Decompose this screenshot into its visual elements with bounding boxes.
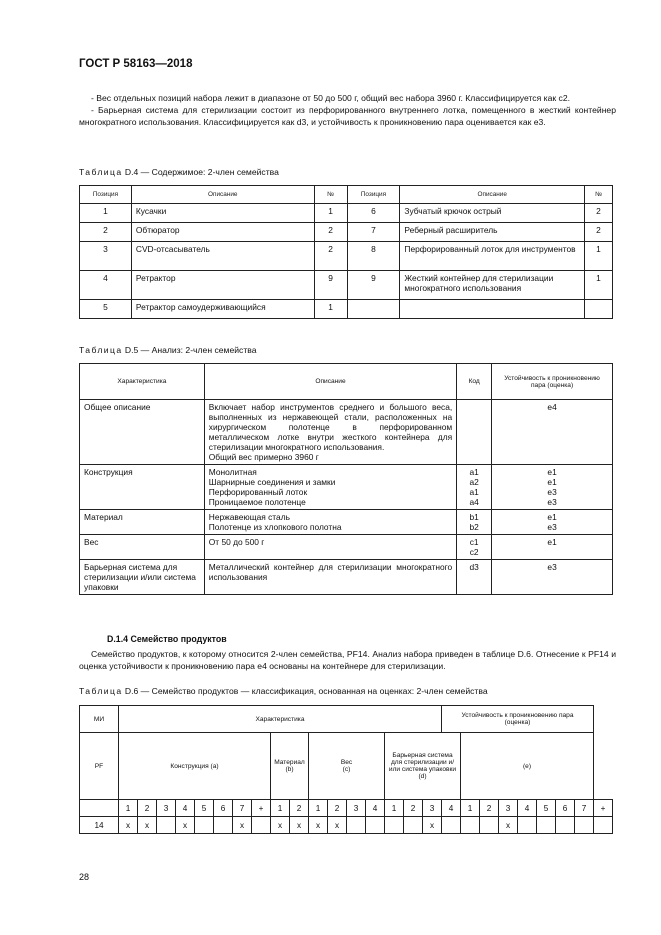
table-cell: е4 xyxy=(492,400,613,465)
column-number: 1 xyxy=(385,800,404,817)
table-cell: 1 xyxy=(585,242,613,271)
table6-number-row xyxy=(80,800,613,817)
table6-subheader-row xyxy=(80,733,613,800)
mark-cell: х xyxy=(328,817,347,834)
col-header: Позиция xyxy=(347,186,400,204)
table-cell: с1 с2 xyxy=(457,535,492,560)
table-cell: 6 xyxy=(347,204,400,223)
mark-cell: х xyxy=(499,817,518,834)
table-cell: Обтюратор xyxy=(131,223,314,242)
table-cell: 2 xyxy=(314,223,347,242)
column-number: 5 xyxy=(195,800,214,817)
table5-caption: Таблица D.5 — Анализ: 2-член семейства xyxy=(79,345,257,355)
weight-header: Вес (с) xyxy=(309,733,385,800)
table-cell xyxy=(585,300,613,319)
mark-cell xyxy=(537,817,556,834)
table-cell: Общее описание xyxy=(80,400,205,465)
table4 xyxy=(79,185,613,319)
table4-caption: Таблица D.4 — Содержимое: 2-член семейства xyxy=(79,167,279,177)
mark-cell xyxy=(461,817,480,834)
table-row xyxy=(80,204,613,223)
table-cell: От 50 до 500 г xyxy=(204,535,456,560)
section-title: D.1.4 Семейство продуктов xyxy=(107,634,227,644)
table6 xyxy=(79,705,613,834)
mark-cell xyxy=(442,817,461,834)
table-row xyxy=(80,400,613,465)
mark-cell xyxy=(404,817,423,834)
mark-cell xyxy=(385,817,404,834)
table-cell: 2 xyxy=(80,223,132,242)
resistance-header: Устойчивость к проникновению пара (оценка) xyxy=(442,706,594,733)
table-cell: 4 xyxy=(80,271,132,300)
table-cell: b1 b2 xyxy=(457,510,492,535)
table-row xyxy=(80,223,613,242)
mark-cell xyxy=(195,817,214,834)
table-row xyxy=(80,535,613,560)
mark-cell xyxy=(556,817,575,834)
page-number: 28 xyxy=(79,872,90,882)
mark-cell: х xyxy=(176,817,195,834)
table-cell: Барьерная система для стерилизации и/или система упаковки xyxy=(80,560,205,595)
col-header: Устойчивость к проникновению пара (оценка) xyxy=(492,364,613,400)
table-cell: 9 xyxy=(347,271,400,300)
column-number: 4 xyxy=(518,800,537,817)
column-number: 7 xyxy=(575,800,594,817)
mark-cell xyxy=(157,817,176,834)
table-cell: Ретрактор xyxy=(131,271,314,300)
column-number: 5 xyxy=(537,800,556,817)
column-number: 1 xyxy=(119,800,138,817)
mark-cell: х xyxy=(271,817,290,834)
table-cell: 2 xyxy=(314,242,347,271)
column-number: 3 xyxy=(157,800,176,817)
table-row xyxy=(80,242,613,271)
table-row xyxy=(80,817,613,834)
column-number: + xyxy=(594,800,613,817)
column-number: 4 xyxy=(366,800,385,817)
material-header: Материал (b) xyxy=(271,733,309,800)
table6-header-row xyxy=(80,706,613,733)
table-cell: Ретрактор самоудерживающийся xyxy=(131,300,314,319)
e-header: (е) xyxy=(461,733,594,800)
table-cell: 5 xyxy=(80,300,132,319)
table-cell: Включает набор инструментов среднего и большого веса, выполненных из нержавеющей стали, расположенных на хирургическом полотенце в перфорированном металлическом лотке внутри жесткого контейнера для стерилизации многократного использования. Общий вес примерно 3960 г xyxy=(204,400,456,465)
mark-cell xyxy=(366,817,385,834)
column-number: 6 xyxy=(214,800,233,817)
table-cell xyxy=(347,300,400,319)
table-cell: е1 xyxy=(492,535,613,560)
mark-cell xyxy=(480,817,499,834)
table-cell: Монолитная Шарнирные соединения и замки Перфорированный лоток Проницаемое полотенце xyxy=(204,465,456,510)
table-cell: Нержавеющая сталь Полотенце из хлопкового полотна xyxy=(204,510,456,535)
table-cell: 1 xyxy=(585,271,613,300)
mark-cell: х xyxy=(423,817,442,834)
table-cell: Вес xyxy=(80,535,205,560)
table-cell: а1 а2 а1 а4 xyxy=(457,465,492,510)
table-row xyxy=(80,510,613,535)
mark-cell xyxy=(214,817,233,834)
table-cell: 8 xyxy=(347,242,400,271)
mark-cell xyxy=(518,817,537,834)
characteristic-header: Характеристика xyxy=(119,706,442,733)
mark-cell: х xyxy=(138,817,157,834)
table-cell: Реберный расширитель xyxy=(400,223,585,242)
table-row xyxy=(80,300,613,319)
table-cell: е1 е3 xyxy=(492,510,613,535)
col-header: Описание xyxy=(400,186,585,204)
column-number: 3 xyxy=(499,800,518,817)
table-cell: 2 xyxy=(585,223,613,242)
mark-cell: х xyxy=(119,817,138,834)
column-number: 2 xyxy=(404,800,423,817)
table-cell: Перфорированный лоток для инструментов xyxy=(400,242,585,271)
column-number: + xyxy=(252,800,271,817)
table-cell: 3 xyxy=(80,242,132,271)
table-cell: е1 е1 е3 е3 xyxy=(492,465,613,510)
column-number: 1 xyxy=(271,800,290,817)
table-cell xyxy=(400,300,585,319)
column-number: 2 xyxy=(290,800,309,817)
document-header: ГОСТ Р 58163—2018 xyxy=(79,58,193,70)
barrier-header: Барьерная система для стерилизации и/или система упаковки (d) xyxy=(385,733,461,800)
intro-paragraph: - Барьерная система для стерилизации состоит из перфорированного внутреннего лотка, помещенного в жесткий контейнер многократного использования. Классифицируется как d3, и устойчивость к проникновению пара оценивается как е3. xyxy=(79,105,616,127)
mark-cell: х xyxy=(290,817,309,834)
col-header: Описание xyxy=(204,364,456,400)
section-text xyxy=(79,648,616,672)
table-row xyxy=(80,465,613,510)
table-cell xyxy=(80,800,119,817)
table-cell: Материал xyxy=(80,510,205,535)
table-cell: 2 xyxy=(585,204,613,223)
table5-header-row xyxy=(80,364,613,400)
mark-cell: х xyxy=(309,817,328,834)
construction-header: Конструкция (а) xyxy=(119,733,271,800)
column-number: 4 xyxy=(176,800,195,817)
table-cell: 1 xyxy=(80,204,132,223)
table-cell: Жесткий контейнер для стерилизации многократного использования xyxy=(400,271,585,300)
column-number: 7 xyxy=(233,800,252,817)
pf-value: 14 xyxy=(80,817,119,834)
column-number: 6 xyxy=(556,800,575,817)
intro-paragraph: - Вес отдельных позиций набора лежит в диапазоне от 50 до 500 г, общий вес набора 3960 г. Классифицируется как с2. xyxy=(91,93,570,103)
column-number: 2 xyxy=(480,800,499,817)
table-cell: 9 xyxy=(314,271,347,300)
column-number: 2 xyxy=(328,800,347,817)
table-cell: 1 xyxy=(314,300,347,319)
table-cell: d3 xyxy=(457,560,492,595)
table-cell: 1 xyxy=(314,204,347,223)
table-cell: Кусачки xyxy=(131,204,314,223)
table5 xyxy=(79,363,613,595)
mark-cell xyxy=(252,817,271,834)
table-cell: Зубчатый крючок острый xyxy=(400,204,585,223)
pf-header: PF xyxy=(80,733,119,800)
col-header: № xyxy=(585,186,613,204)
table6-caption: Таблица D.6 — Семейство продуктов — классификация, основанная на оценках: 2-член семейства xyxy=(79,686,488,696)
mark-cell xyxy=(594,817,613,834)
col-header: Характеристика xyxy=(80,364,205,400)
col-header: Позиция xyxy=(80,186,132,204)
table-cell: CVD-отсасыватель xyxy=(131,242,314,271)
table-cell: Конструкция xyxy=(80,465,205,510)
column-number: 3 xyxy=(423,800,442,817)
column-number: 3 xyxy=(347,800,366,817)
mi-header: МИ xyxy=(80,706,119,733)
table-cell: 7 xyxy=(347,223,400,242)
table-row xyxy=(80,560,613,595)
column-number: 1 xyxy=(461,800,480,817)
section-paragraph: Семейство продуктов, к которому относится 2-член семейства, PF14. Анализ набора приведен в таблице D.6. Отнесение к PF14 и оценка устойчивости к проникновению пара е4 основаны на контейнере для стерилизации. xyxy=(79,649,616,671)
mark-cell xyxy=(347,817,366,834)
column-number: 1 xyxy=(309,800,328,817)
table4-header-row xyxy=(80,186,613,204)
intro-paragraphs xyxy=(79,92,616,128)
col-header: Описание xyxy=(131,186,314,204)
column-number: 2 xyxy=(138,800,157,817)
table-cell: Металлический контейнер для стерилизации многократного использования xyxy=(204,560,456,595)
col-header: № xyxy=(314,186,347,204)
table-row xyxy=(80,271,613,300)
column-number: 4 xyxy=(442,800,461,817)
table-cell: е3 xyxy=(492,560,613,595)
table-cell xyxy=(457,400,492,465)
mark-cell: х xyxy=(233,817,252,834)
mark-cell xyxy=(575,817,594,834)
col-header: Код xyxy=(457,364,492,400)
